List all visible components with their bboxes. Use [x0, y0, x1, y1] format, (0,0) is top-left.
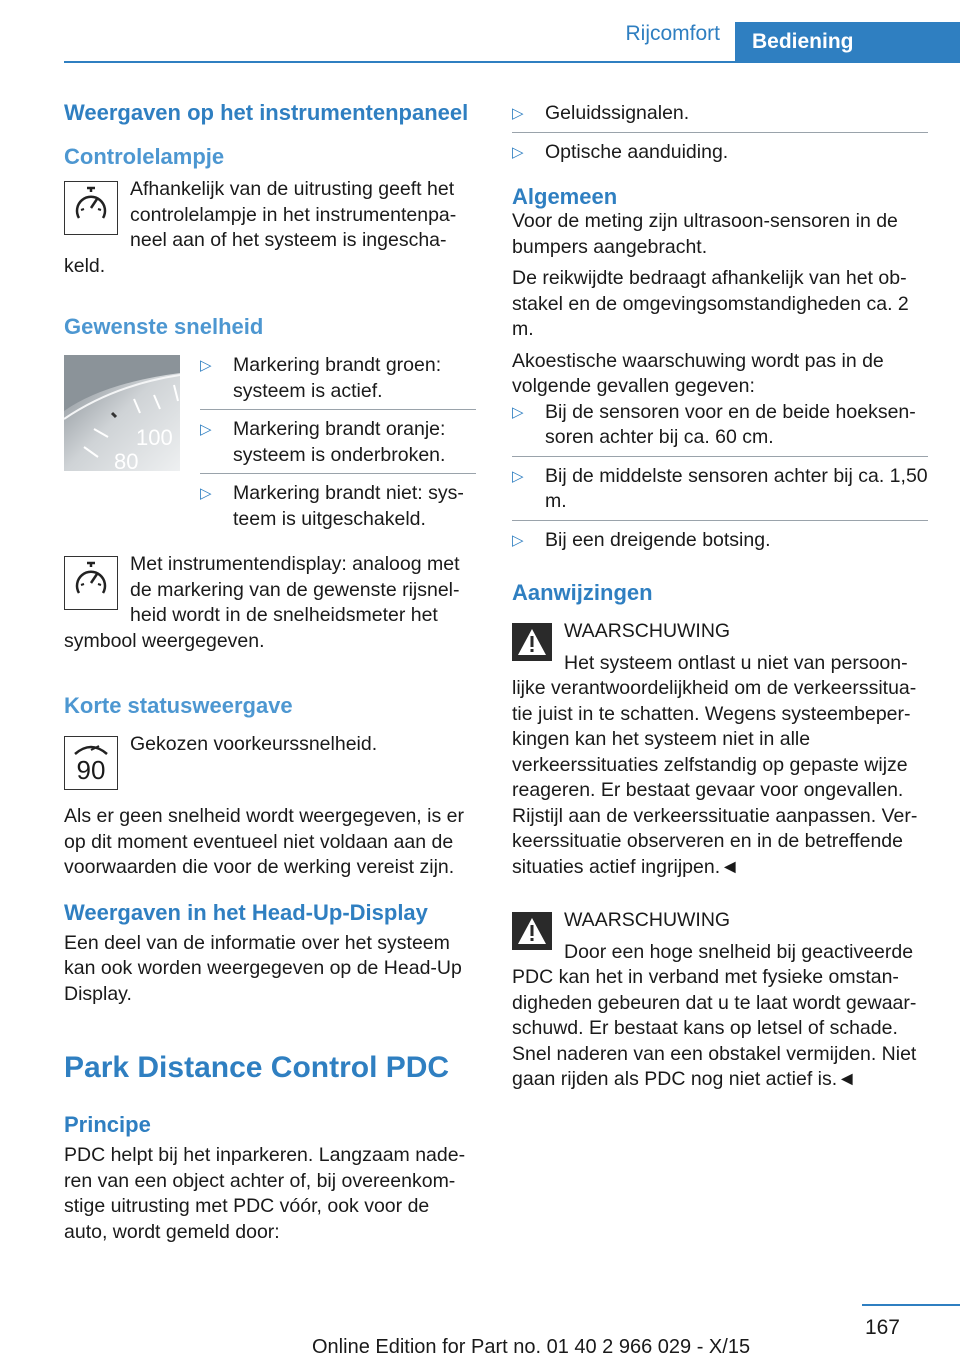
- status-text: Gekozen voorkeurssnelheid.: [130, 733, 378, 755]
- tab-rijcomfort[interactable]: Rijcomfort: [625, 22, 720, 45]
- alg-list: [512, 400, 928, 554]
- speed-90-icon: [64, 736, 118, 790]
- heading-principe: Principe: [64, 1112, 151, 1137]
- list-item: ▷ Bij de middelste sensoren achter bij ca. 1,50 m.: [512, 464, 928, 521]
- gauge-label-100: 100: [136, 425, 173, 450]
- alg-paragraph-2: De reikwijdte bedraagt afhankelijk van het ob-stakel en de omgevingsomstandigheden ca. 2 m.: [512, 267, 909, 340]
- tab-bediening-label: Bediening: [752, 30, 854, 53]
- speed-section: [64, 353, 476, 532]
- warning-1-title: WAARSCHUWING: [564, 620, 731, 642]
- right-column: [512, 101, 928, 1093]
- heading-pdc: Park Distance Control PDC: [64, 1051, 450, 1084]
- status-section: [64, 732, 476, 794]
- speedometer-image: [64, 355, 180, 471]
- signal-list: [512, 101, 928, 165]
- warning-1: [512, 619, 928, 880]
- warning-2-text: Door een hoge snelheid bij geactiveerde PDC kan het in verband met fysieke omstan-digheden gebeuren dat u te laat wordt gewaar-schuwd. Er bestaat kans op letsel of schade. Snel naderen van een obstakel vermijden. Niet gaan rijden als PDC nog niet actief is.◄: [512, 940, 917, 1090]
- edition-footer: Online Edition for Part no. 01 40 2 966 029 - X/15: [312, 1336, 751, 1358]
- warning-icon: [512, 912, 552, 950]
- list-item: ▷ Markering brandt groen: systeem is actief.: [200, 353, 476, 410]
- alg-paragraph-1: Voor de meting zijn ultrasoon-sensoren in de bumpers aangebracht.: [512, 210, 898, 258]
- list-item: ▷ Markering brandt oranje: systeem is onderbroken.: [200, 417, 476, 474]
- heading-aanwijzingen: Aanwijzingen: [512, 580, 653, 605]
- list-item: ▷ Bij de sensoren voor en de beide hoeksen-soren achter bij ca. 60 cm.: [512, 400, 928, 457]
- list-item: ▷ Markering brandt niet: sys-teem is uitgeschakeld.: [200, 482, 464, 530]
- lamp-section: [64, 177, 476, 279]
- left-column: [64, 101, 476, 1245]
- heading-display: Weergaven op het instrumentenpaneel: [64, 100, 469, 125]
- footer-rule: [862, 1304, 960, 1306]
- heading-algemeen: Algemeen: [512, 184, 618, 209]
- list-item: ▷ Optische aanduiding.: [512, 140, 729, 163]
- status-paragraph: Als er geen snelheid wordt weergegeven, is er op dit moment eventueel niet voldaan aan de voorwaarden die voor de werking vereist zijn.: [64, 805, 464, 878]
- warning-2: [512, 908, 928, 1093]
- lamp-text: Afhankelijk van de uitrusting geeft het controlelampje in het instrumentenpa-neel aan of het systeem is ingescha-keld.: [64, 178, 457, 277]
- heading-speed: Gewenste snelheid: [64, 314, 264, 339]
- alg-paragraph-3: Akoestische waarschuwing wordt pas in de volgende gevallen gegeven:: [512, 349, 884, 397]
- gauge-label-80: 80: [114, 449, 139, 471]
- hud-text: Een deel van de informatie over het systeem kan ook worden weergegeven op de Head-Up Display.: [64, 931, 462, 1005]
- speed-limiter-icon: [64, 556, 118, 610]
- heading-status: Korte statusweergave: [64, 693, 293, 718]
- warning-2-title: WAARSCHUWING: [564, 909, 731, 931]
- principe-text: PDC helpt bij het inparkeren. Langzaam nade-ren van een object achter of, bij overeenkom-stige uitrusting met PDC vóór, ook voor de auto, wordt gemeld door:: [64, 1144, 466, 1243]
- list-item: ▷ Geluidssignalen.: [512, 101, 928, 133]
- list-item: ▷ Bij een dreigende botsing.: [512, 528, 771, 551]
- page-number: 167: [864, 1316, 900, 1339]
- tab-bediening[interactable]: [735, 22, 960, 62]
- warning-icon: [512, 623, 552, 661]
- warning-1-text: Het systeem ontlast u niet van persoon-lijke verantwoordelijkheid om de verkeerssitua-tie juist in te schatten. Wegens systeembeper-kingen kan het systeem niet in alle verkeerssituaties zelfstandig op gepaste wijze reageren. Er bestaat gevaar voor ongevallen. Rijstijl aan de verkeerssituatie aanpassen. Ver-keerssituatie observeren en in de betreffende situaties actief ingrijpen.◄: [512, 651, 918, 878]
- instrument-section: [64, 552, 476, 654]
- speed-list: [200, 353, 476, 532]
- instrument-text: Met instrumentendisplay: analoog met de markering van de gewenste rijsnel-heid wordt in de snelheidsmeter het symbool weergegeven.: [64, 553, 460, 652]
- heading-hud: Weergaven in het Head-Up-Display: [64, 899, 428, 925]
- speed-limiter-icon: [64, 181, 118, 235]
- heading-lamp: Controlelampje: [64, 144, 225, 169]
- speed-90-value: 90: [76, 755, 106, 785]
